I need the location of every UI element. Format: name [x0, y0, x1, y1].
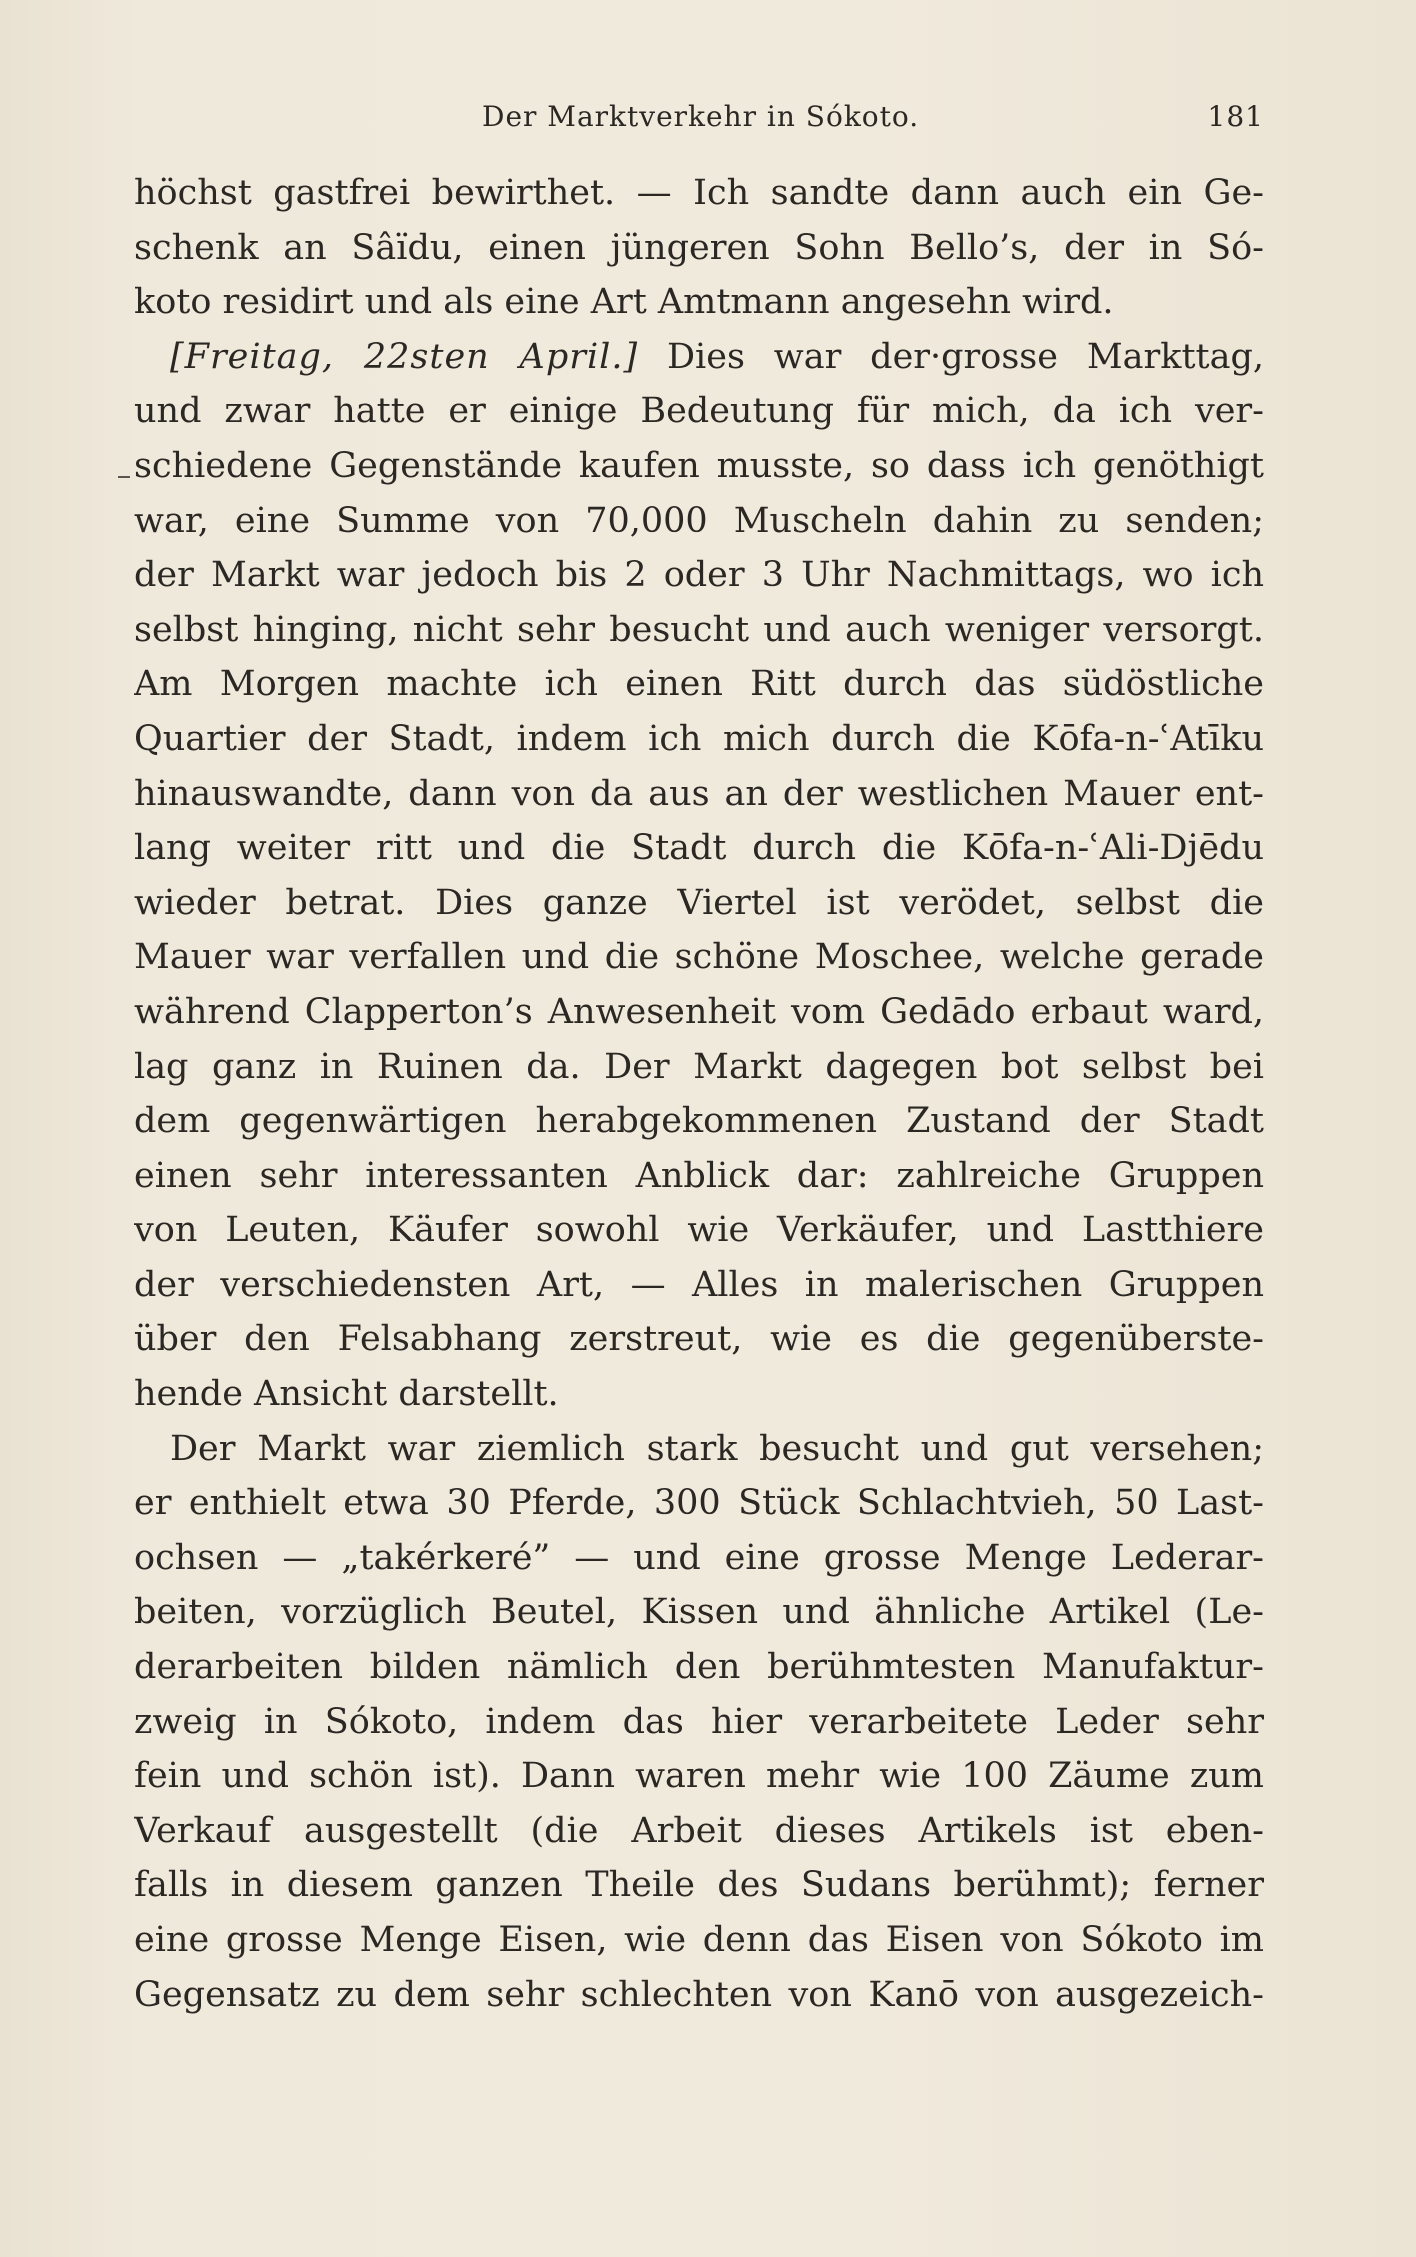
text-line: er enthielt etwa 30 Pferde, 300 Stück Schlachtvieh, 50 Last-: [134, 1483, 1264, 1524]
text-line-content: Dies war der·grosse Markttag,: [666, 336, 1264, 377]
text-line: schenk an Sâïdu, einen jüngeren Sohn Bello’s, der in Só-: [134, 227, 1264, 268]
text-line: beiten, vorzüglich Beutel, Kissen und ähnliche Artikel (Le-: [134, 1592, 1264, 1633]
text-line: Mauer war verfallen und die schöne Moschee, welche gerade: [134, 937, 1264, 978]
text-line: höchst gastfrei bewirthet. — Ich sandte dann auch ein Ge-: [134, 173, 1264, 213]
text-line: und zwar hatte er einige Bedeutung für mich, da ich ver-: [134, 391, 1264, 432]
text-line: falls in diesem ganzen Theile des Sudans berühmt); ferner: [134, 1865, 1264, 1906]
text-line: zweig in Sókoto, indem das hier verarbeitete Leder sehr: [134, 1701, 1264, 1742]
text-line: Verkauf ausgestellt (die Arbeit dieses Artikels ist eben-: [134, 1810, 1264, 1851]
text-line: eine grosse Menge Eisen, wie denn das Eisen von Sókoto im: [134, 1920, 1264, 1960]
text-line: Am Morgen machte ich einen Ritt durch das südöstliche: [134, 664, 1264, 705]
date-label: [Freitag, 22sten April.]: [170, 336, 639, 377]
running-header: [134, 100, 1264, 144]
text-line: schiedene Gegenstände kaufen musste, so dass ich genöthigt: [134, 445, 1264, 486]
page-number: 181: [1207, 100, 1264, 133]
text-line: war, eine Summe von 70,000 Muscheln dahin zu senden;: [134, 500, 1264, 541]
body-text: [134, 166, 1264, 2022]
text-line: lag ganz in Ruinen da. Der Markt dagegen bot selbst bei: [134, 1046, 1264, 1087]
text-line: Quartier der Stadt, indem ich mich durch die Kōfa-n-ʿAtīku: [134, 718, 1264, 759]
text-line: koto residirt und als eine Art Amtmann angesehn wird.: [134, 282, 1114, 323]
running-title: Der Marktverkehr in Sókoto.: [482, 100, 920, 133]
text-line: Der Markt war ziemlich stark besucht und gut versehen;: [170, 1428, 1264, 1469]
text-line: während Clapperton’s Anwesenheit vom Gedādo erbaut ward,: [134, 991, 1264, 1032]
text-line: ochsen — „takérkeré” — und eine grosse Menge Lederar-: [134, 1537, 1264, 1578]
text-line: hende Ansicht darstellt.: [134, 1374, 559, 1415]
text-line: derarbeiten bilden nämlich den berühmtesten Manufaktur-: [134, 1647, 1264, 1688]
text-line: dem gegenwärtigen herabgekommenen Zustand der Stadt: [134, 1101, 1264, 1142]
text-line: wieder betrat. Dies ganze Viertel ist verödet, selbst die: [134, 882, 1264, 923]
text-line: hinauswandte, dann von da aus an der westlichen Mauer ent-: [134, 773, 1264, 814]
text-line: der verschiedensten Art, — Alles in malerischen Gruppen: [134, 1264, 1264, 1305]
text-line: einen sehr interessanten Anblick dar: zahlreiche Gruppen: [134, 1155, 1264, 1196]
text-line-with-date: [134, 330, 1264, 385]
margin-dash-mark: [118, 476, 130, 478]
text-line: Gegensatz zu dem sehr schlechten von Kanō von ausgezeich-: [134, 1974, 1264, 2015]
text-line: von Leuten, Käufer sowohl wie Verkäufer, und Lastthiere: [134, 1210, 1264, 1251]
text-line: selbst hinging, nicht sehr besucht und auch weniger versorgt.: [134, 609, 1264, 650]
text-line: der Markt war jedoch bis 2 oder 3 Uhr Nachmittags, wo ich: [134, 555, 1264, 596]
text-line: über den Felsabhang zerstreut, wie es die gegenüberste-: [134, 1319, 1264, 1360]
text-line: fein und schön ist). Dann waren mehr wie 100 Zäume zum: [134, 1756, 1264, 1797]
text-line: lang weiter ritt und die Stadt durch die Kōfa-n-ʿAli-Djēdu: [134, 828, 1264, 869]
